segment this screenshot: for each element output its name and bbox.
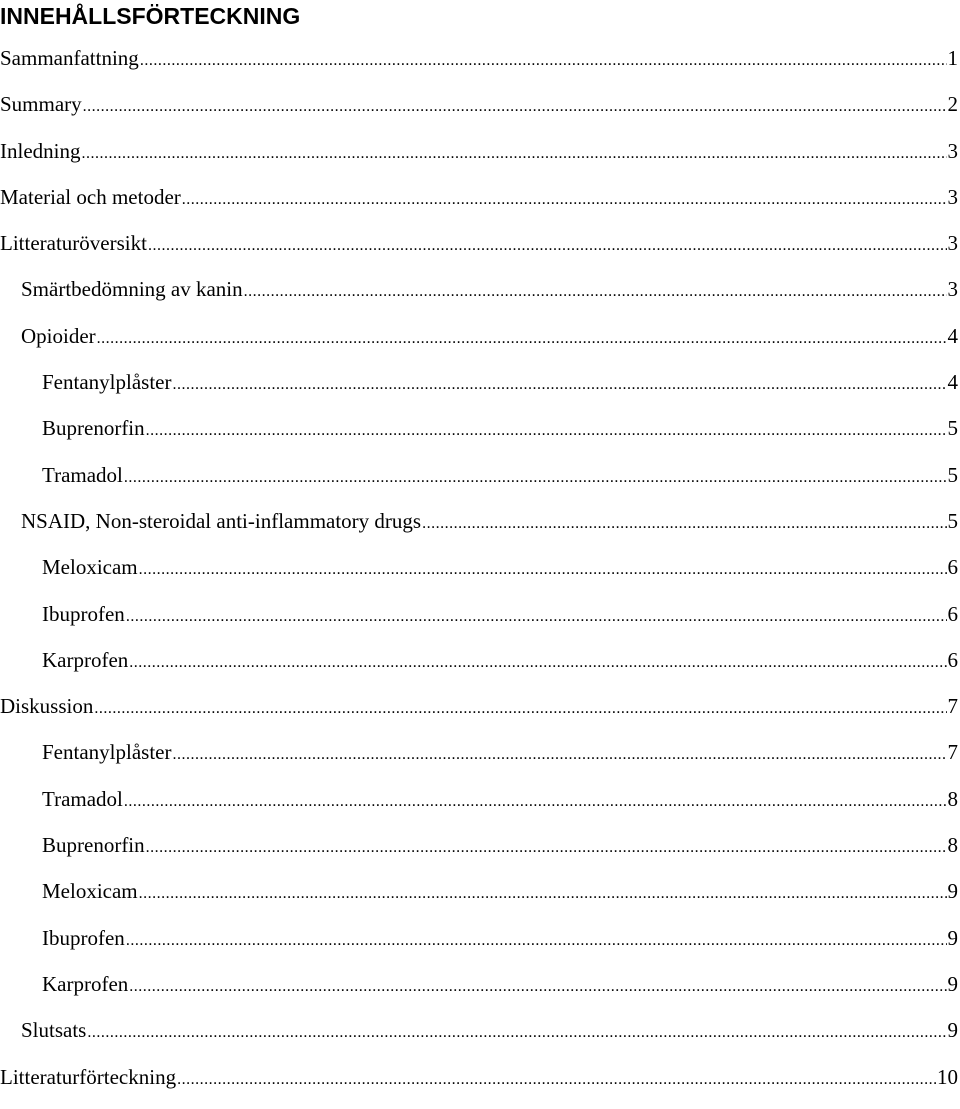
toc-entry-title: Tramadol xyxy=(42,786,123,811)
toc-page-number: 5 xyxy=(947,508,958,533)
toc-entry[interactable] xyxy=(0,183,960,229)
toc-page-number: 3 xyxy=(947,138,958,163)
toc-page-number: 3 xyxy=(947,231,958,256)
toc-dot-leader xyxy=(83,93,947,121)
toc-entry-title: NSAID, Non-steroidal anti-inflammatory drugs xyxy=(21,508,422,533)
toc-page-number: 3 xyxy=(947,184,958,209)
toc-dot-leader xyxy=(172,371,946,399)
toc-entry[interactable] xyxy=(0,877,960,923)
toc-entry-title: Smärtbedömning av kanin xyxy=(21,277,243,302)
toc-dot-leader xyxy=(126,927,947,955)
toc-page-number: 5 xyxy=(947,462,958,487)
toc-dot-leader xyxy=(182,186,947,214)
page-title: INNEHÅLLSFÖRTECKNING xyxy=(0,3,301,29)
toc-entry[interactable] xyxy=(0,553,960,599)
toc-page-number: 7 xyxy=(947,740,958,765)
toc-entry[interactable] xyxy=(0,507,960,553)
toc-entry[interactable] xyxy=(0,368,960,414)
toc-page-number: 4 xyxy=(947,323,958,348)
toc-page-number: 2 xyxy=(947,92,958,117)
toc-dot-leader xyxy=(139,556,947,584)
toc-page-number: 9 xyxy=(947,925,958,950)
toc-entry[interactable] xyxy=(0,692,960,738)
toc-dot-leader xyxy=(97,325,947,353)
toc-entry[interactable] xyxy=(0,600,960,646)
toc-dot-leader xyxy=(172,741,946,769)
toc-entry-title: Fentanylplåster xyxy=(42,370,172,395)
toc-entry-title: Buprenorfin xyxy=(42,416,145,441)
toc-entry[interactable] xyxy=(0,924,960,970)
toc-page-number: 3 xyxy=(947,277,958,302)
toc-entry-title: Summary xyxy=(0,92,82,117)
toc-dot-leader xyxy=(146,417,947,445)
toc-entry-title: Buprenorfin xyxy=(42,833,145,858)
toc-entry-title: Material och metoder xyxy=(0,184,181,209)
toc-page-number: 9 xyxy=(947,879,958,904)
toc-page-number: 9 xyxy=(947,971,958,996)
toc-entry-title: Diskussion xyxy=(0,694,94,719)
toc-page-number: 4 xyxy=(947,370,958,395)
toc-entry-title: Sammanfattning xyxy=(0,46,139,70)
toc-entry-title: Opioider xyxy=(21,323,96,348)
toc-page-number: 7 xyxy=(947,694,958,719)
toc-entry-title: Slutsats xyxy=(21,1018,87,1043)
toc-page-number: 6 xyxy=(947,555,958,580)
toc-entry[interactable] xyxy=(0,738,960,784)
toc-dot-leader xyxy=(140,47,947,75)
toc-entry-title: Fentanylplåster xyxy=(42,740,172,765)
toc-dot-leader xyxy=(81,140,946,168)
toc-entry-title: Meloxicam xyxy=(42,555,138,580)
toc-page-number: 9 xyxy=(947,1018,958,1043)
toc-dot-leader xyxy=(422,510,946,538)
toc-entry[interactable] xyxy=(0,90,960,136)
toc-entry-title: Tramadol xyxy=(42,462,123,487)
toc-entry-title: Karprofen xyxy=(42,647,129,672)
toc-entry[interactable] xyxy=(0,785,960,831)
toc-dot-leader xyxy=(139,880,947,908)
toc-entry[interactable] xyxy=(0,970,960,1016)
toc-entry-title: Meloxicam xyxy=(42,879,138,904)
toc-entry[interactable] xyxy=(0,831,960,877)
toc-entry-title: Ibuprofen xyxy=(42,925,125,950)
toc-entry[interactable] xyxy=(0,1016,960,1062)
toc-page-number: 6 xyxy=(947,601,958,626)
toc-dot-leader xyxy=(124,464,947,492)
toc-page-number: 8 xyxy=(947,786,958,811)
toc-entry[interactable] xyxy=(0,229,960,275)
toc-entry[interactable] xyxy=(0,1063,960,1109)
toc-dot-leader xyxy=(94,695,946,723)
toc-entry[interactable] xyxy=(0,275,960,321)
toc-page-number: 10 xyxy=(937,1064,958,1089)
toc-page-number: 8 xyxy=(947,833,958,858)
toc-page-number: 1 xyxy=(947,46,958,70)
toc-dot-leader xyxy=(126,603,947,631)
toc-entry-title: Litteraturöversikt xyxy=(0,231,147,256)
toc-entry[interactable] xyxy=(0,137,960,183)
toc-entry-title: Litteraturförteckning xyxy=(0,1064,177,1089)
toc-dot-leader xyxy=(148,232,947,260)
toc-dot-leader xyxy=(124,788,947,816)
toc-entry[interactable] xyxy=(0,461,960,507)
toc-entry-title: Karprofen xyxy=(42,971,129,996)
toc-page-number: 5 xyxy=(947,416,958,441)
toc-dot-leader xyxy=(129,649,946,677)
toc-dot-leader xyxy=(87,1019,946,1047)
table-of-contents xyxy=(0,44,960,1109)
toc-dot-leader xyxy=(146,834,947,862)
toc-entry-title: Inledning xyxy=(0,138,81,163)
toc-page-number: 6 xyxy=(947,647,958,672)
toc-dot-leader xyxy=(244,278,947,306)
toc-entry[interactable] xyxy=(0,44,960,90)
toc-entry[interactable] xyxy=(0,414,960,460)
toc-entry-title: Ibuprofen xyxy=(42,601,125,626)
toc-entry[interactable] xyxy=(0,646,960,692)
toc-dot-leader xyxy=(177,1066,936,1094)
toc-entry[interactable] xyxy=(0,322,960,368)
toc-dot-leader xyxy=(129,973,946,1001)
